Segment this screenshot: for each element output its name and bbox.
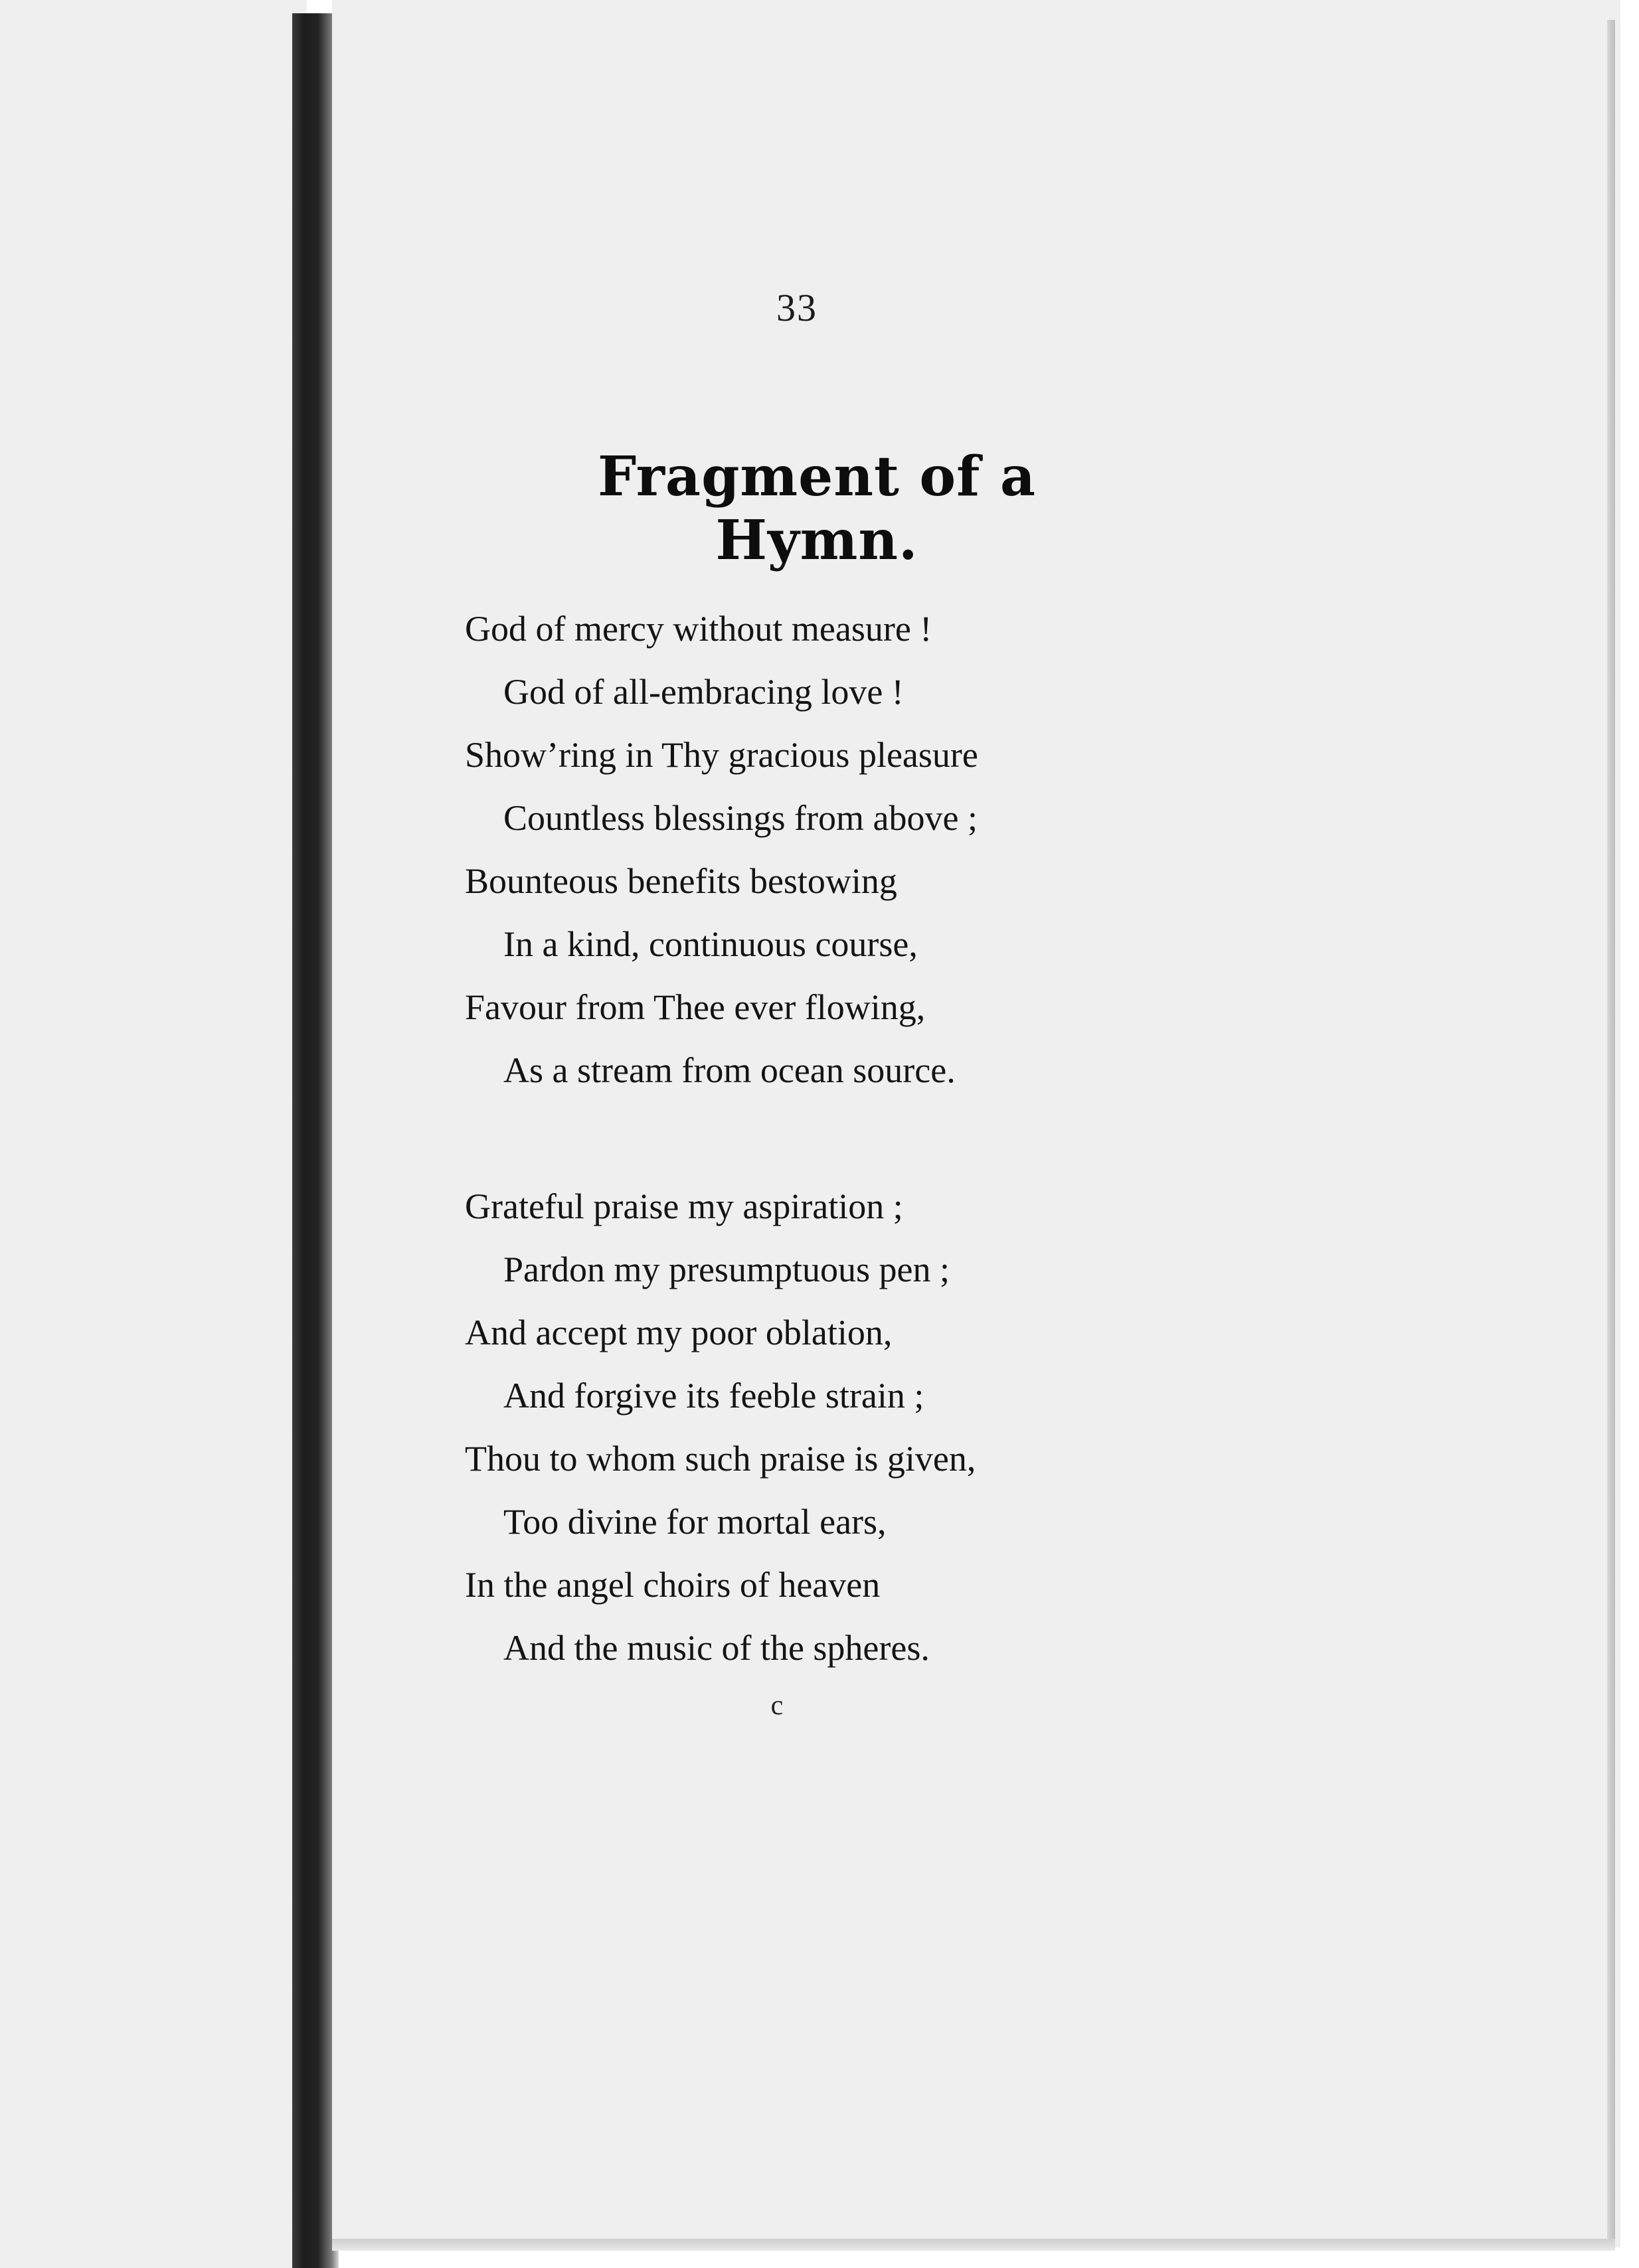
poem-line: And accept my poor oblation, — [465, 1313, 893, 1352]
poem-line: As a stream from ocean source. — [503, 1050, 956, 1090]
signature-mark: c — [770, 1690, 784, 1721]
poem-line: Grateful praise my aspiration ; — [465, 1186, 903, 1226]
poem-title: Fragment of a Hymn. — [597, 445, 1037, 572]
stanza-1 — [465, 598, 1129, 1102]
poem-line: Bounteous benefits bestowing — [465, 861, 897, 901]
page-edge-bottom — [332, 2239, 1615, 2251]
poem-line: Too divine for mortal ears, — [503, 1502, 887, 1542]
poem-line: In the angel choirs of heaven — [465, 1565, 881, 1605]
poem-line: Pardon my presumptuous pen ; — [503, 1250, 950, 1289]
poem-line: And the music of the spheres. — [503, 1628, 930, 1668]
poem-line: Show’ring in Thy gracious pleasure — [465, 735, 978, 775]
poem-line: God of all-embracing love ! — [503, 672, 904, 712]
poem-line: And forgive its feeble strain ; — [503, 1376, 924, 1416]
stanza-2 — [465, 1175, 1129, 1680]
page-edge-right — [1607, 20, 1615, 2251]
poem-line: Thou to whom such praise is given, — [465, 1439, 976, 1479]
page-number: 33 — [776, 286, 818, 329]
poem-line: In a kind, continuous course, — [503, 924, 918, 964]
poem-line: God of mercy without measure ! — [465, 609, 932, 649]
book-page — [332, 0, 1620, 2247]
poem-line: Favour from Thee ever flowing, — [465, 987, 926, 1027]
poem-line: Countless blessings from above ; — [503, 798, 978, 838]
left-facing-page — [0, 0, 307, 2268]
